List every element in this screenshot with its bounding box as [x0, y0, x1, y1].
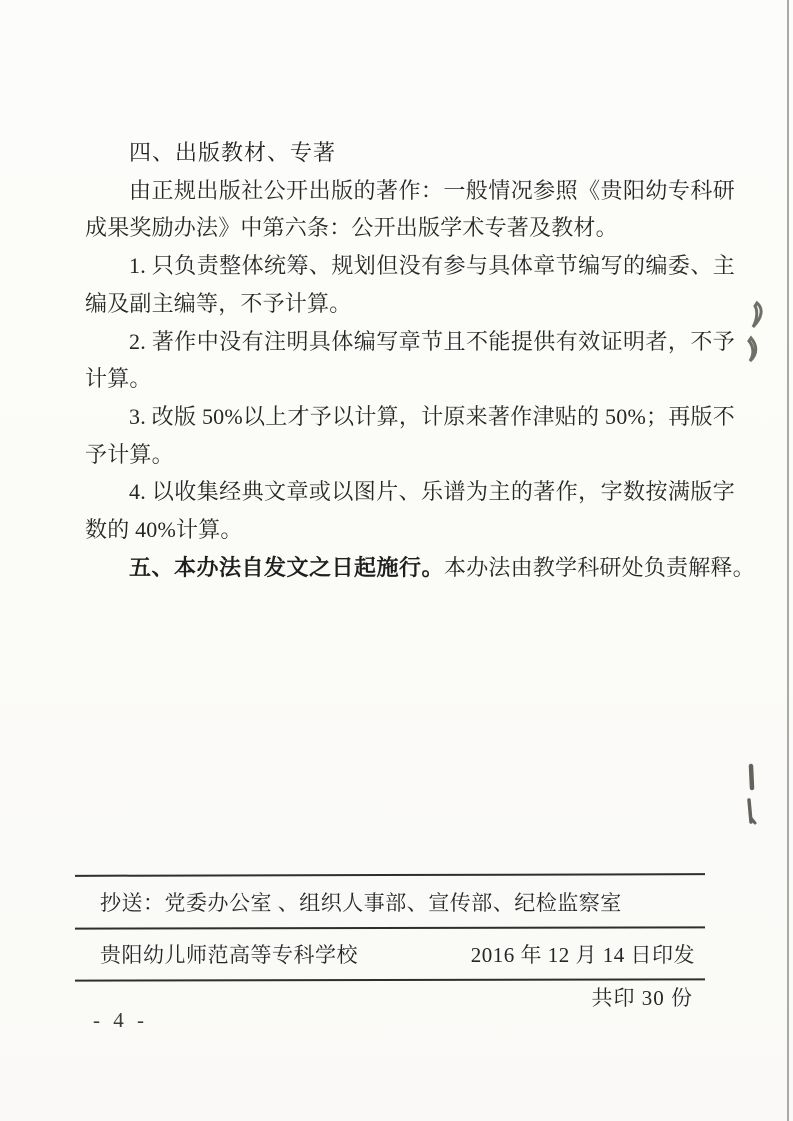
ink-smudge-marks-lower — [742, 762, 762, 828]
section-5-heading: 五、本办法自发文之日起施行。 — [129, 554, 445, 580]
page-number: - 4 - — [93, 1008, 148, 1032]
section-5-text: 本办法由教学科研处负责解释。 — [444, 554, 755, 580]
section-4-intro: 由正规出版社公开出版的著作：一般情况参照《贵阳幼专科研成果奖励办法》中第六条：公开出版学术专著及教材。 — [85, 177, 735, 241]
section-4-item-4: 4. 以收集经典文章或以图片、乐谱为主的著作，字数按满版字数的 40%计算。 — [85, 479, 735, 543]
ink-smudge-marks-upper — [742, 300, 770, 366]
issue-row — [100, 940, 695, 970]
section-4-item-3: 3. 改版 50%以上才予以计算，计原来著作津贴的 50%；再版不予计算。 — [85, 403, 735, 467]
document-body — [85, 134, 755, 586]
section-5-line — [85, 549, 755, 587]
copies-count: 共印 30 份 — [591, 986, 693, 1010]
section-4-item-2: 2. 著作中没有注明具体编写章节且不能提供有效证明者，不予计算。 — [85, 328, 735, 392]
cc-line: 抄送：党委办公室 、组织人事部、宣传部、纪检监察室 — [100, 891, 622, 915]
section-4-item-1: 1. 只负责整体统筹、规划但没有参与具体章节编写的编委、主编及副主编等，不予计算。 — [85, 253, 735, 316]
print-date: 2016 年 12 月 14 日印发 — [470, 943, 695, 967]
issuing-school: 贵阳幼儿师范高等专科学校 — [100, 943, 358, 967]
scan-page-edge-line — [787, 0, 789, 1121]
section-4-heading: 四、出版教材、专著 — [129, 140, 337, 165]
